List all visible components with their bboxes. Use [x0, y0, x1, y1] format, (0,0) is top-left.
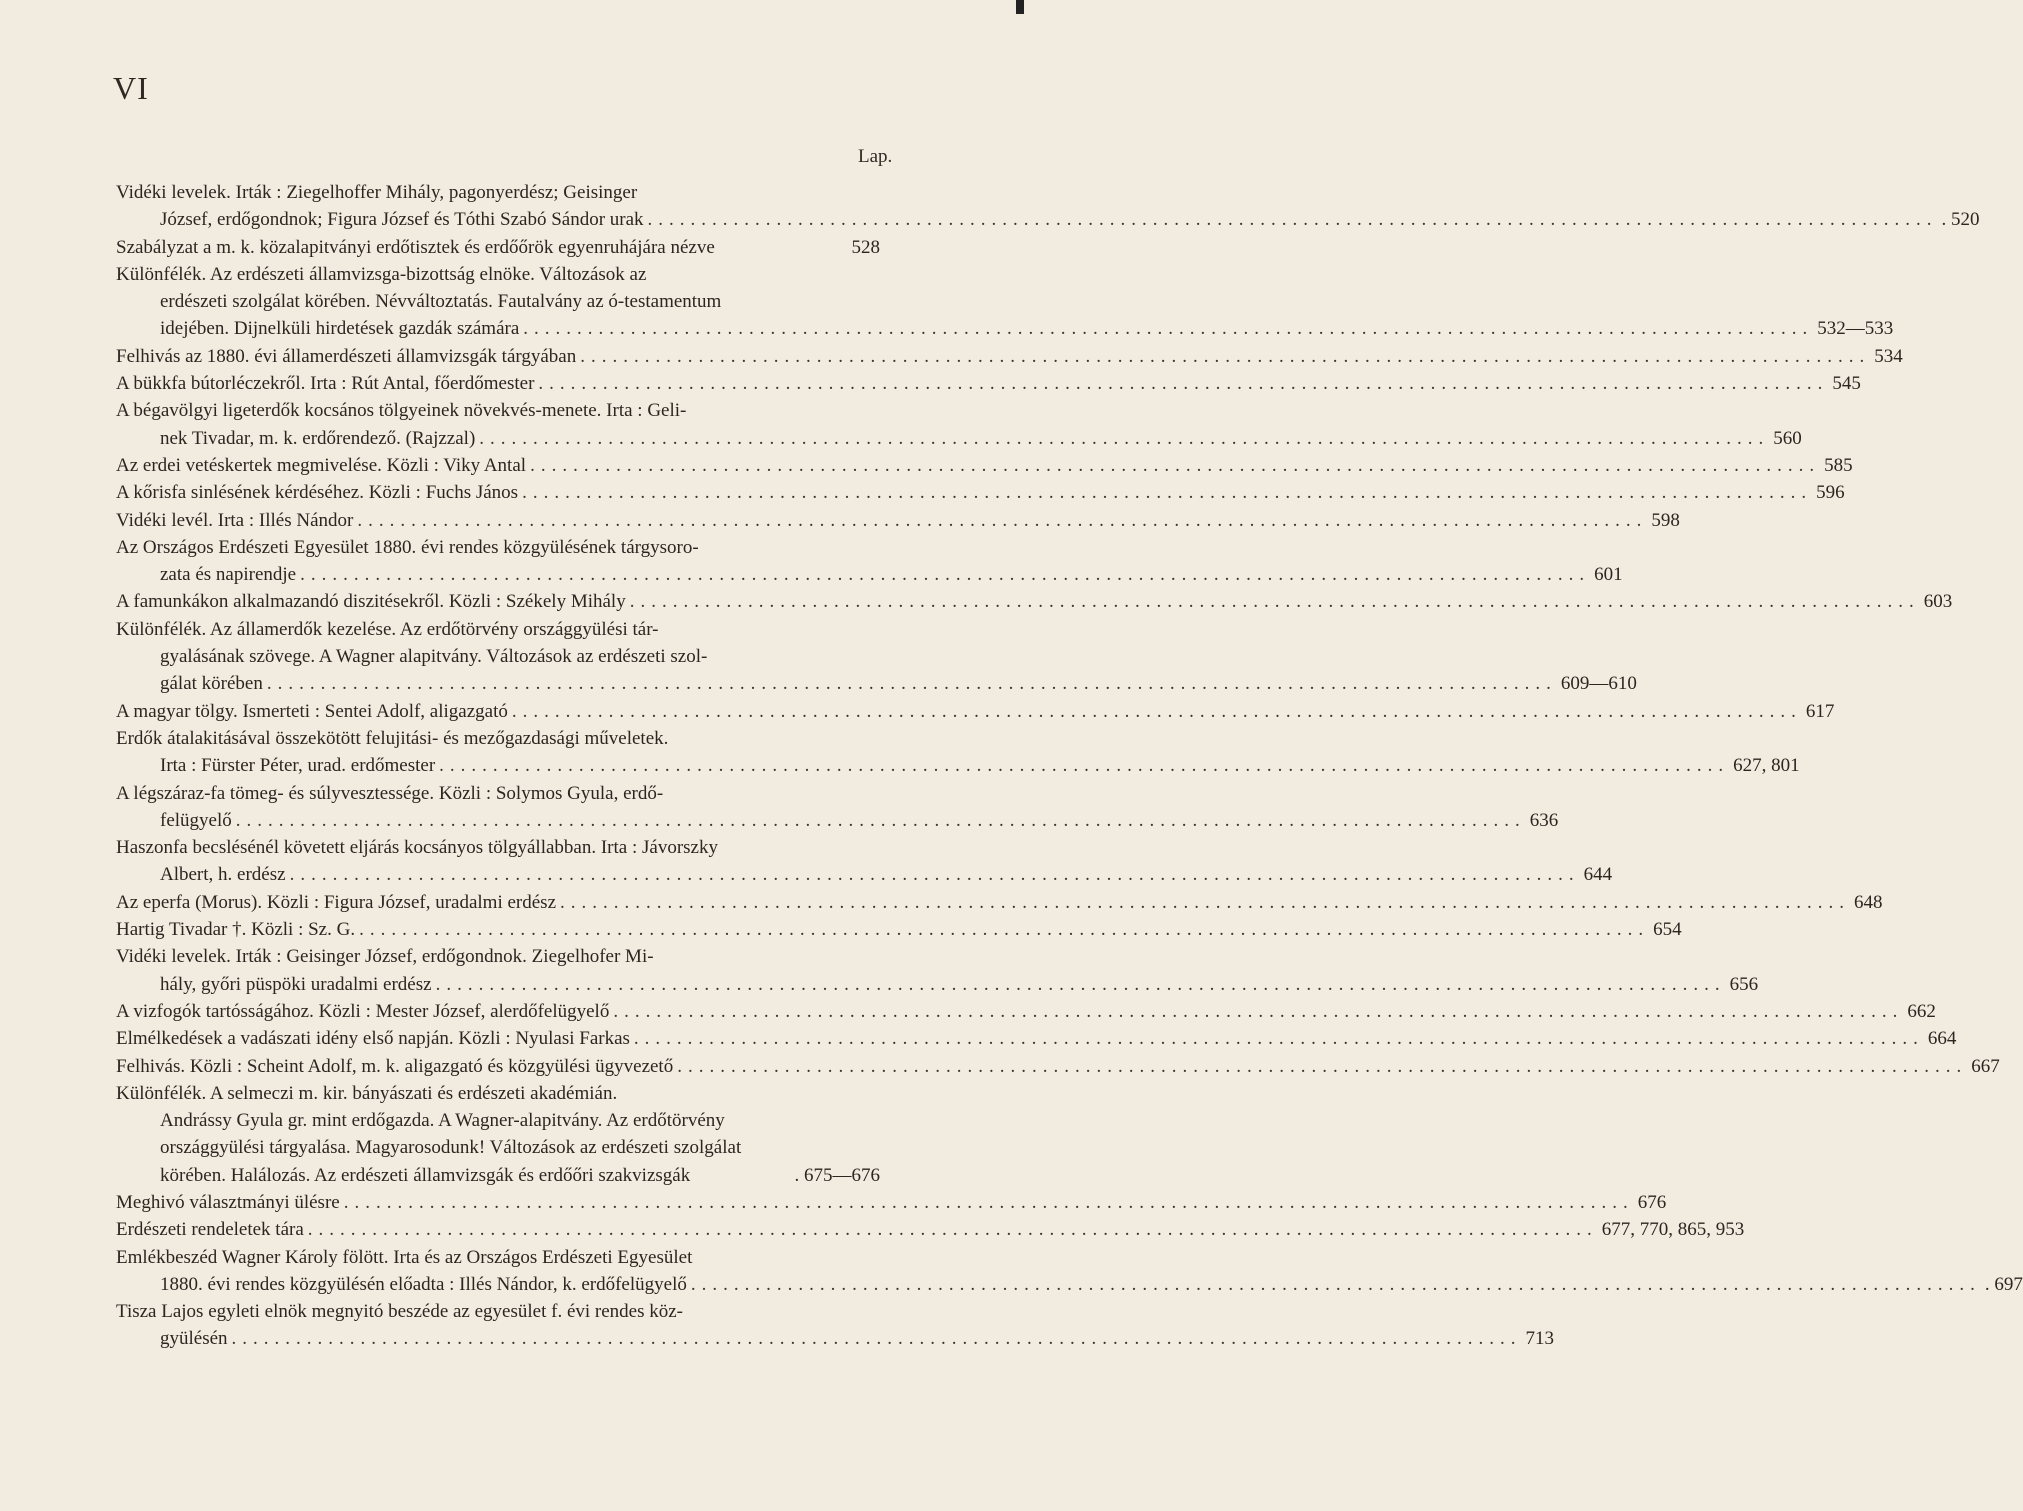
page-column-label: Lap.: [858, 146, 893, 167]
toc-entry: [116, 616, 1637, 698]
toc-entry: [116, 725, 1800, 780]
toc-entry: [116, 889, 1883, 916]
dotted-leader: ........................................................................................................................: [231, 1328, 1522, 1350]
toc-entry-line: Emlékbeszéd Wagner Károly fölött. Irta és az Országos Erdészeti Egyesület: [116, 1246, 693, 1268]
toc-entry-line: [116, 971, 1759, 998]
dotted-leader: ........................................................................................................................: [677, 1055, 1968, 1077]
toc-entry: [116, 479, 1845, 506]
toc-page-ref: 609—610: [1560, 673, 1637, 695]
toc-page-ref: 648: [1854, 891, 1883, 913]
dotted-leader: ........................................................................................................................: [633, 1028, 1924, 1050]
toc-entry: [116, 534, 1623, 589]
toc-entry: [116, 1025, 1957, 1052]
toc-entry: [116, 1216, 1745, 1243]
toc-entry-line: [116, 1216, 1745, 1243]
toc-entry-line: A légszáraz-fa tömeg- és súlyvesztessége. Közli : Solymos Gyula, erdő-: [116, 782, 664, 804]
toc-entry: [116, 1244, 2023, 1299]
toc-entry-title: Irta : Fürster Péter, urad. erdőmester: [160, 755, 436, 777]
toc-entry-title: Szabályzat a m. k. közalapitványi erdőtisztek és erdőőrök egyenruhájára nézve: [116, 236, 715, 258]
toc-entry-line: Tisza Lajos egyleti elnök megnyitó beszéde az egyesület f. évi rendes köz-: [116, 1301, 684, 1323]
toc-entry-title: körében. Halálozás. Az erdészeti államvizsgák és erdőőri szakvizsgák: [160, 1164, 691, 1186]
toc-entry-line: [116, 698, 1835, 725]
toc-entry-title: Az erdei vetéskertek megmivelése. Közli : Viky Antal: [116, 454, 527, 476]
dotted-leader: ........................................................................................................................: [343, 1191, 1634, 1213]
toc-entry-title: Meghivó választmányi ülésre: [116, 1191, 340, 1213]
toc-entry-line: gyalásának szövege. A Wagner alapitvány. Változások az erdészeti szol-: [160, 646, 708, 668]
dotted-leader: ........................................................................................................................: [439, 755, 1730, 777]
toc-entry: [116, 780, 1559, 835]
toc-page-ref: 532—533: [1817, 318, 1894, 340]
toc-entry: [116, 698, 1835, 725]
toc-entry: [116, 1080, 880, 1189]
toc-entry-title: 1880. évi rendes közgyülésén előadta : Illés Nándor, k. erdőfelügyelő: [160, 1273, 687, 1295]
toc-entry: [116, 234, 880, 261]
toc-entry-line: [116, 1325, 1555, 1352]
toc-entry-line: [116, 1053, 2000, 1080]
toc-entry: [116, 998, 1936, 1025]
toc-page-ref: 713: [1525, 1328, 1555, 1350]
toc-entry-title: A magyar tölgy. Ismerteti : Sentei Adolf, aligazgató: [116, 700, 508, 722]
toc-entry-line: [116, 507, 1680, 534]
toc-entry: [116, 916, 1682, 943]
toc-entry-line: Haszonfa becslésénél követett eljárás kocsányos tölgyállabban. Irta : Jávorszky: [116, 837, 718, 859]
table-of-contents: [116, 179, 2023, 1353]
toc-page-ref: 636: [1529, 809, 1559, 831]
toc-entry-title: A famunkákon alkalmazandó diszitésekről. Közli : Székely Mihály: [116, 591, 626, 613]
toc-entry: [116, 343, 1903, 370]
toc-entry-line: [116, 315, 1894, 342]
toc-entry-title: felügyelő: [160, 809, 232, 831]
toc-page-ref: 560: [1773, 427, 1802, 449]
toc-entry: [116, 179, 1980, 234]
toc-entry-title: idejében. Dijnelküli hirdetések gazdák számára: [160, 318, 520, 340]
toc-entry-line: [116, 807, 1559, 834]
toc-page-ref: 598: [1651, 509, 1680, 531]
dotted-leader: ........................................................................................................................: [307, 1219, 1598, 1241]
toc-entry-line: Különfélék. Az erdészeti államvizsga-bizottság elnöke. Változások az: [116, 263, 647, 285]
dotted-leader: ........................................................................................................................: [511, 700, 1802, 722]
toc-page-ref: 664: [1927, 1028, 1957, 1050]
toc-entry-title: gyülésén: [160, 1328, 228, 1350]
toc-entry-line: [116, 1162, 880, 1189]
toc-entry-line: [116, 452, 1853, 479]
dotted-leader: ........................................................................................................................: [523, 318, 1814, 340]
toc-entry-title: Elmélkedések a vadászati idény első napján. Közli : Nyulasi Farkas: [116, 1028, 630, 1050]
toc-page-ref: 585: [1824, 454, 1853, 476]
page-number: VI: [113, 70, 149, 106]
dotted-leader: ........................................................................................................................: [613, 1000, 1904, 1022]
toc-entry-line: [116, 752, 1800, 779]
toc-entry-line: A bégavölgyi ligeterdők kocsános tölgyeinek növekvés-menete. Irta : Geli-: [116, 400, 687, 422]
toc-page-ref: 654: [1653, 919, 1682, 941]
toc-entry-line: Különfélék. Az államerdők kezelése. Az erdőtörvény országgyülési tár-: [116, 618, 659, 640]
toc-entry-line: Vidéki levelek. Irták : Geisinger József, erdőgondnok. Ziegelhofer Mi-: [116, 946, 654, 968]
toc-entry-line: [116, 588, 1953, 615]
toc-entry-title: nek Tivadar, m. k. erdőrendező. (Rajzzal): [160, 427, 476, 449]
toc-entry-title: A bükkfa bútorléczekről. Irta : Rút Antal, főerdőmester: [116, 373, 535, 395]
dotted-leader: ........................................................................................................................: [580, 345, 1871, 367]
toc-entry-title: Vidéki levél. Irta : Illés Nándor: [116, 509, 354, 531]
toc-page-ref: . 675—676: [794, 1164, 880, 1186]
toc-entry: [116, 834, 1613, 889]
toc-entry: [116, 452, 1853, 479]
toc-entry-line: [116, 479, 1845, 506]
toc-entry-line: Andrássy Gyula gr. mint erdőgazda. A Wagner-alapitvány. Az erdőtörvény: [160, 1110, 725, 1132]
toc-entry-line: [116, 1271, 2023, 1298]
toc-page-ref: 644: [1583, 864, 1613, 886]
dotted-leader: ........................................................................................................................: [266, 673, 1557, 695]
toc-entry-title: Az eperfa (Morus). Közli : Figura József, uradalmi erdész: [116, 891, 557, 913]
toc-entry-line: Vidéki levelek. Irták : Ziegelhoffer Mihály, pagonyerdész; Geisinger: [116, 182, 638, 203]
toc-page-ref: 528: [851, 236, 880, 258]
toc-entry-title: Felhivás. Közli : Scheint Adolf, m. k. aligazgató és közgyülési ügyvezető: [116, 1055, 674, 1077]
toc-entry: [116, 943, 1759, 998]
toc-entry-title: József, erdőgondnok; Figura József és Tóthi Szabó Sándor urak: [160, 209, 644, 231]
toc-page-ref: 662: [1907, 1000, 1936, 1022]
toc-entry-line: [116, 1189, 1667, 1216]
toc-entry-line: Erdők átalakitásával összekötött felujitási- és mezőgazdasági műveletek.: [116, 727, 669, 749]
toc-page-ref: . 520: [1941, 209, 1980, 231]
toc-page-ref: 596: [1816, 482, 1845, 504]
toc-entry-title: A kőrisfa sinlésének kérdéséhez. Közli : Fuchs János: [116, 482, 519, 504]
toc-entry: [116, 397, 1802, 452]
toc-page-ref: 545: [1832, 373, 1861, 395]
toc-entry-line: [116, 889, 1883, 916]
toc-page-ref: . 697: [1984, 1273, 2023, 1295]
toc-entry-line: [116, 1025, 1957, 1052]
dotted-leader: ........................................................................................................................: [647, 209, 1938, 231]
dotted-leader: ........................................................................................................................: [289, 864, 1580, 886]
toc-entry-line: [116, 206, 1980, 233]
toc-entry-line: [116, 425, 1802, 452]
toc-page-ref: 601: [1594, 564, 1623, 586]
toc-entry-line: [116, 670, 1637, 697]
toc-entry-line: [116, 370, 1861, 397]
toc-page-ref: 667: [1971, 1055, 2000, 1077]
toc-entry: [116, 507, 1680, 534]
toc-page-ref: 677, 770, 865, 953: [1601, 1219, 1745, 1241]
toc-entry: [116, 1053, 2000, 1080]
toc-entry-title: gálat körében: [160, 673, 263, 695]
dotted-leader: ........................................................................................................................: [629, 591, 1920, 613]
toc-page-ref: 627, 801: [1733, 755, 1800, 777]
toc-entry-line: [116, 998, 1936, 1025]
toc-page-ref: 534: [1874, 345, 1903, 367]
toc-entry-line: [116, 234, 880, 261]
toc-entry-line: országgyülési tárgyalása. Magyarosodunk! Változások az erdészeti szolgálat: [160, 1137, 742, 1159]
toc-entry-line: Az Országos Erdészeti Egyesület 1880. évi rendes közgyülésének tárgysoro-: [116, 536, 699, 558]
toc-entry-line: [116, 343, 1903, 370]
toc-entry: [116, 261, 1894, 343]
dotted-leader: ........................................................................................................................: [530, 454, 1821, 476]
dotted-leader: ........................................................................................................................: [560, 891, 1851, 913]
toc-entry-title: Albert, h. erdész: [160, 864, 286, 886]
toc-page-ref: 617: [1805, 700, 1835, 722]
dotted-leader: ........................................................................................................................: [235, 809, 1526, 831]
toc-entry: [116, 1298, 1555, 1353]
dotted-leader: ........................................................................................................................: [538, 373, 1829, 395]
toc-entry-line: [116, 916, 1682, 943]
scan-edge-mark: [1016, 0, 1024, 14]
toc-entry: [116, 370, 1861, 397]
toc-entry-title: A vizfogók tartósságához. Közli : Mester József, alerdőfelügyelő: [116, 1000, 610, 1022]
toc-entry-line: erdészeti szolgálat körében. Névváltoztatás. Fautalvány az ó-testamentum: [160, 291, 722, 313]
toc-entry-title: Erdészeti rendeletek tára: [116, 1219, 304, 1241]
toc-entry-line: [116, 861, 1613, 888]
dotted-leader: ........................................................................................................................: [522, 482, 1813, 504]
dotted-leader: ........................................................................................................................: [300, 564, 1591, 586]
dotted-leader: ........................................................................................................................: [357, 509, 1648, 531]
toc-entry: [116, 588, 1953, 615]
toc-page-ref: 676: [1637, 1191, 1667, 1213]
toc-entry-title: zata és napirendje: [160, 564, 297, 586]
dotted-leader: ........................................................................................................................: [479, 427, 1770, 449]
dotted-leader: ........................................................................................................................: [359, 919, 1650, 941]
toc-entry-title: hály, győri püspöki uradalmi erdész: [160, 973, 432, 995]
toc-page-ref: 603: [1923, 591, 1953, 613]
toc-entry-title: Hartig Tivadar †. Közli : Sz. G.: [116, 919, 356, 941]
toc-entry-line: [116, 561, 1623, 588]
toc-page-ref: 656: [1729, 973, 1759, 995]
toc-entry: [116, 1189, 1667, 1216]
dotted-leader: ........................................................................................................................: [435, 973, 1726, 995]
toc-entry-title: Felhivás az 1880. évi államerdészeti államvizsgák tárgyában: [116, 345, 577, 367]
dotted-leader: ........................................................................................................................: [690, 1273, 1981, 1295]
toc-entry-line: Különfélék. A selmeczi m. kir. bányászati és erdészeti akadémián.: [116, 1082, 618, 1104]
